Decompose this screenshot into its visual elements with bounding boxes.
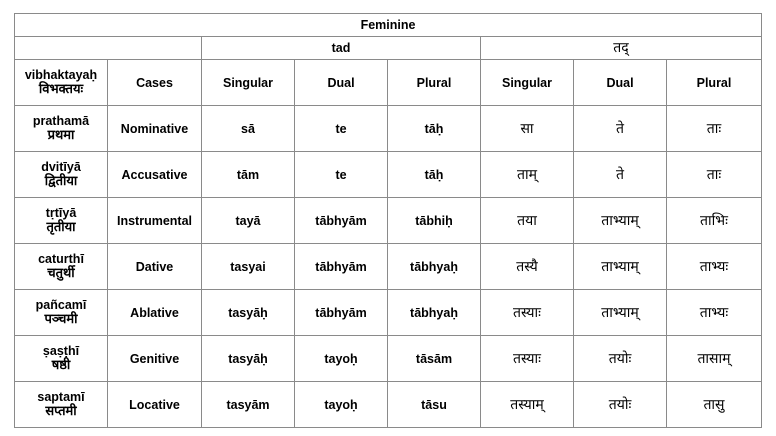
deva-singular: सा [481, 106, 574, 152]
vibhakti-latin: saptamī [37, 389, 85, 404]
header-deva-singular: Singular [481, 60, 574, 106]
deva-dual: ताभ्याम् [574, 244, 667, 290]
vibhakti-latin: dvitīyā [41, 159, 81, 174]
vibhakti-devanagari: तृतीया [46, 219, 76, 235]
latin-dual: tayoḥ [295, 382, 388, 428]
latin-plural: tāḥ [388, 152, 481, 198]
latin-singular: tasyāḥ [202, 290, 295, 336]
title-row [15, 14, 762, 37]
case-name: Ablative [108, 290, 202, 336]
table-row-ablative [15, 290, 762, 336]
deva-plural: ताभ्यः [667, 290, 762, 336]
deva-singular: तस्याः [481, 290, 574, 336]
deva-singular: तया [481, 198, 574, 244]
latin-singular: tasyām [202, 382, 295, 428]
vibhakti-latin: pañcamī [35, 297, 87, 312]
latin-dual: tayoḥ [295, 336, 388, 382]
vibhakti-cell [15, 198, 108, 244]
case-name: Genitive [108, 336, 202, 382]
vibhakti-latin: prathamā [32, 113, 90, 128]
deva-plural: तासाम् [667, 336, 762, 382]
latin-singular: sā [202, 106, 295, 152]
vibhakti-cell [15, 244, 108, 290]
deva-dual: तयोः [574, 336, 667, 382]
header-deva-plural: Plural [667, 60, 762, 106]
vibhakti-latin: caturthī [38, 251, 84, 266]
case-name: Instrumental [108, 198, 202, 244]
vibhakti-cell [15, 336, 108, 382]
header-vibhaktayah [15, 60, 108, 106]
vibhakti-cell [15, 290, 108, 336]
vibhakti-devanagari: द्वितीया [44, 173, 78, 189]
table-row-locative [15, 382, 762, 428]
pronoun-group-devanagari: तद् [481, 37, 762, 60]
latin-dual: tābhyām [295, 198, 388, 244]
deva-dual: ते [574, 106, 667, 152]
deva-singular: ताम् [481, 152, 574, 198]
deva-singular: तस्याम् [481, 382, 574, 428]
header-vibhaktayah-latin: vibhaktayaḥ [24, 67, 98, 82]
table-row-genitive [15, 336, 762, 382]
case-name: Dative [108, 244, 202, 290]
header-latin-dual: Dual [295, 60, 388, 106]
table-row-nominative [15, 106, 762, 152]
case-name: Locative [108, 382, 202, 428]
deva-plural: ताः [667, 152, 762, 198]
latin-singular: tasyai [202, 244, 295, 290]
latin-plural: tāsām [388, 336, 481, 382]
deva-plural: तासु [667, 382, 762, 428]
vibhakti-devanagari: षष्ठी [51, 357, 71, 373]
vibhakti-devanagari: पञ्चमी [44, 311, 78, 327]
vibhakti-cell [15, 382, 108, 428]
header-deva-dual: Dual [574, 60, 667, 106]
declension-table-container [14, 13, 762, 428]
pronoun-group-latin: tad [202, 37, 481, 60]
latin-dual: te [295, 106, 388, 152]
vibhakti-latin: ṣaṣṭhī [42, 343, 80, 358]
pronoun-group-row [15, 37, 762, 60]
header-cases: Cases [108, 60, 202, 106]
case-name: Accusative [108, 152, 202, 198]
deva-singular: तस्यै [481, 244, 574, 290]
deva-dual: ते [574, 152, 667, 198]
deva-dual: ताभ्याम् [574, 198, 667, 244]
vibhakti-devanagari: सप्तमी [45, 403, 77, 419]
latin-plural: tāḥ [388, 106, 481, 152]
deva-plural: ताः [667, 106, 762, 152]
deva-dual: ताभ्याम् [574, 290, 667, 336]
table-row-accusative [15, 152, 762, 198]
deva-plural: ताभ्यः [667, 244, 762, 290]
vibhakti-latin: tṛtīyā [45, 205, 77, 220]
latin-plural: tābhyaḥ [388, 244, 481, 290]
latin-dual: tābhyām [295, 244, 388, 290]
header-vibhaktayah-devanagari: विभक्तयः [38, 81, 84, 97]
case-name: Nominative [108, 106, 202, 152]
vibhakti-devanagari: प्रथमा [47, 127, 75, 143]
latin-singular: tayā [202, 198, 295, 244]
latin-plural: tāsu [388, 382, 481, 428]
latin-dual: tābhyām [295, 290, 388, 336]
table-title: Feminine [15, 14, 762, 37]
vibhakti-cell [15, 106, 108, 152]
vibhakti-devanagari: चतुर्थी [47, 265, 75, 281]
vibhakti-cell [15, 152, 108, 198]
header-latin-plural: Plural [388, 60, 481, 106]
latin-singular: tām [202, 152, 295, 198]
latin-dual: te [295, 152, 388, 198]
deva-plural: ताभिः [667, 198, 762, 244]
feminine-tad-declension-table [14, 13, 762, 428]
latin-plural: tābhyaḥ [388, 290, 481, 336]
latin-plural: tābhiḥ [388, 198, 481, 244]
empty-header-cell [15, 37, 202, 60]
deva-singular: तस्याः [481, 336, 574, 382]
latin-singular: tasyāḥ [202, 336, 295, 382]
header-latin-singular: Singular [202, 60, 295, 106]
table-row-instrumental [15, 198, 762, 244]
column-header-row [15, 60, 762, 106]
deva-dual: तयोः [574, 382, 667, 428]
table-row-dative [15, 244, 762, 290]
